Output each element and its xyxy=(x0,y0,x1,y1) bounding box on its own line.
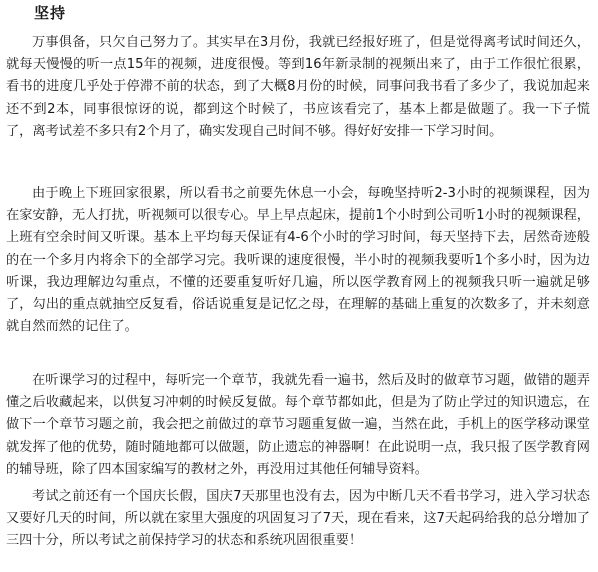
article-title: 坚持 xyxy=(34,4,67,22)
paragraph-1: 万事俱备，只欠自己努力了。其实早在3月份，我就已经报好班了，但是觉得离考试时间还久，就每天慢慢的听一点15年的视频，进度很慢。等到16年新录制的视频出来了，由于工作很忙很累，看书的进度几乎处于停滞不前的状态，到了大概8月份的时候，同事问我书看了多少了，我说加起来还不到2本，同事很惊讶的说，都到这个时候了，书应该看完了，基本上都是做题了。我一下子慌了，离考试差不多只有2个月了，确实发现自己时间不够。得好好安排一下学习时间。 xyxy=(6,35,590,139)
paragraph-2: 由于晚上下班回家很累，所以看书之前要先休息一小会，每晚坚持听2-3小时的视频课程，因为在家安静，无人打扰，听视频可以很专心。早上早点起床，提前1个小时到公司听1小时的视频课程，上班有空余时间又听课。基本上平均每天保证有4-6个小时的学习时间，每天坚持下去，居然奇迹般的在一个多月内将余下的全部学习完。我听课的速度很慢，半小时的视频我要听1个多小时，因为边听课，我边理解边勾重点，不懂的还要重复听好几遍，所以医学教育网上的视频我只听一遍就足够了，勾出的重点就抽空反复看，俗话说重复是记忆之母，在理解的基础上重复的次数多了，并未刻意就自然而然的记住了。 xyxy=(6,186,590,335)
paragraph-4: 考试之前还有一个国庆长假，国庆7天那里也没有去，因为中断几天不看书学习，进入学习状态又要好几天的时间，所以就在家里大强度的巩固复习了7天，现在看来，这7天起码给我的总分增加了三四十分，所以考试之前保持学习的状态和系统巩固很重要！ xyxy=(6,489,590,549)
paragraph-3: 在听课学习的过程中，每听完一个章节，我就先看一遍书，然后及时的做章节习题，做错的题弄懂之后收藏起来，以供复习冲刺的时候反复做。每个章节都如此，但是为了防止学过的知识遗忘，在做下一个章节习题之前，我会把之前做过的章节习题重复做一遍，当然在此，手机上的医学移动课堂就发挥了他的优势，随时随地都可以做题，防止遗忘的神器啊！在此说明一点，我只报了医学教育网的辅导班，除了四本国家编写的教材之外，再没用过其他任何辅导资料。 xyxy=(6,373,590,477)
